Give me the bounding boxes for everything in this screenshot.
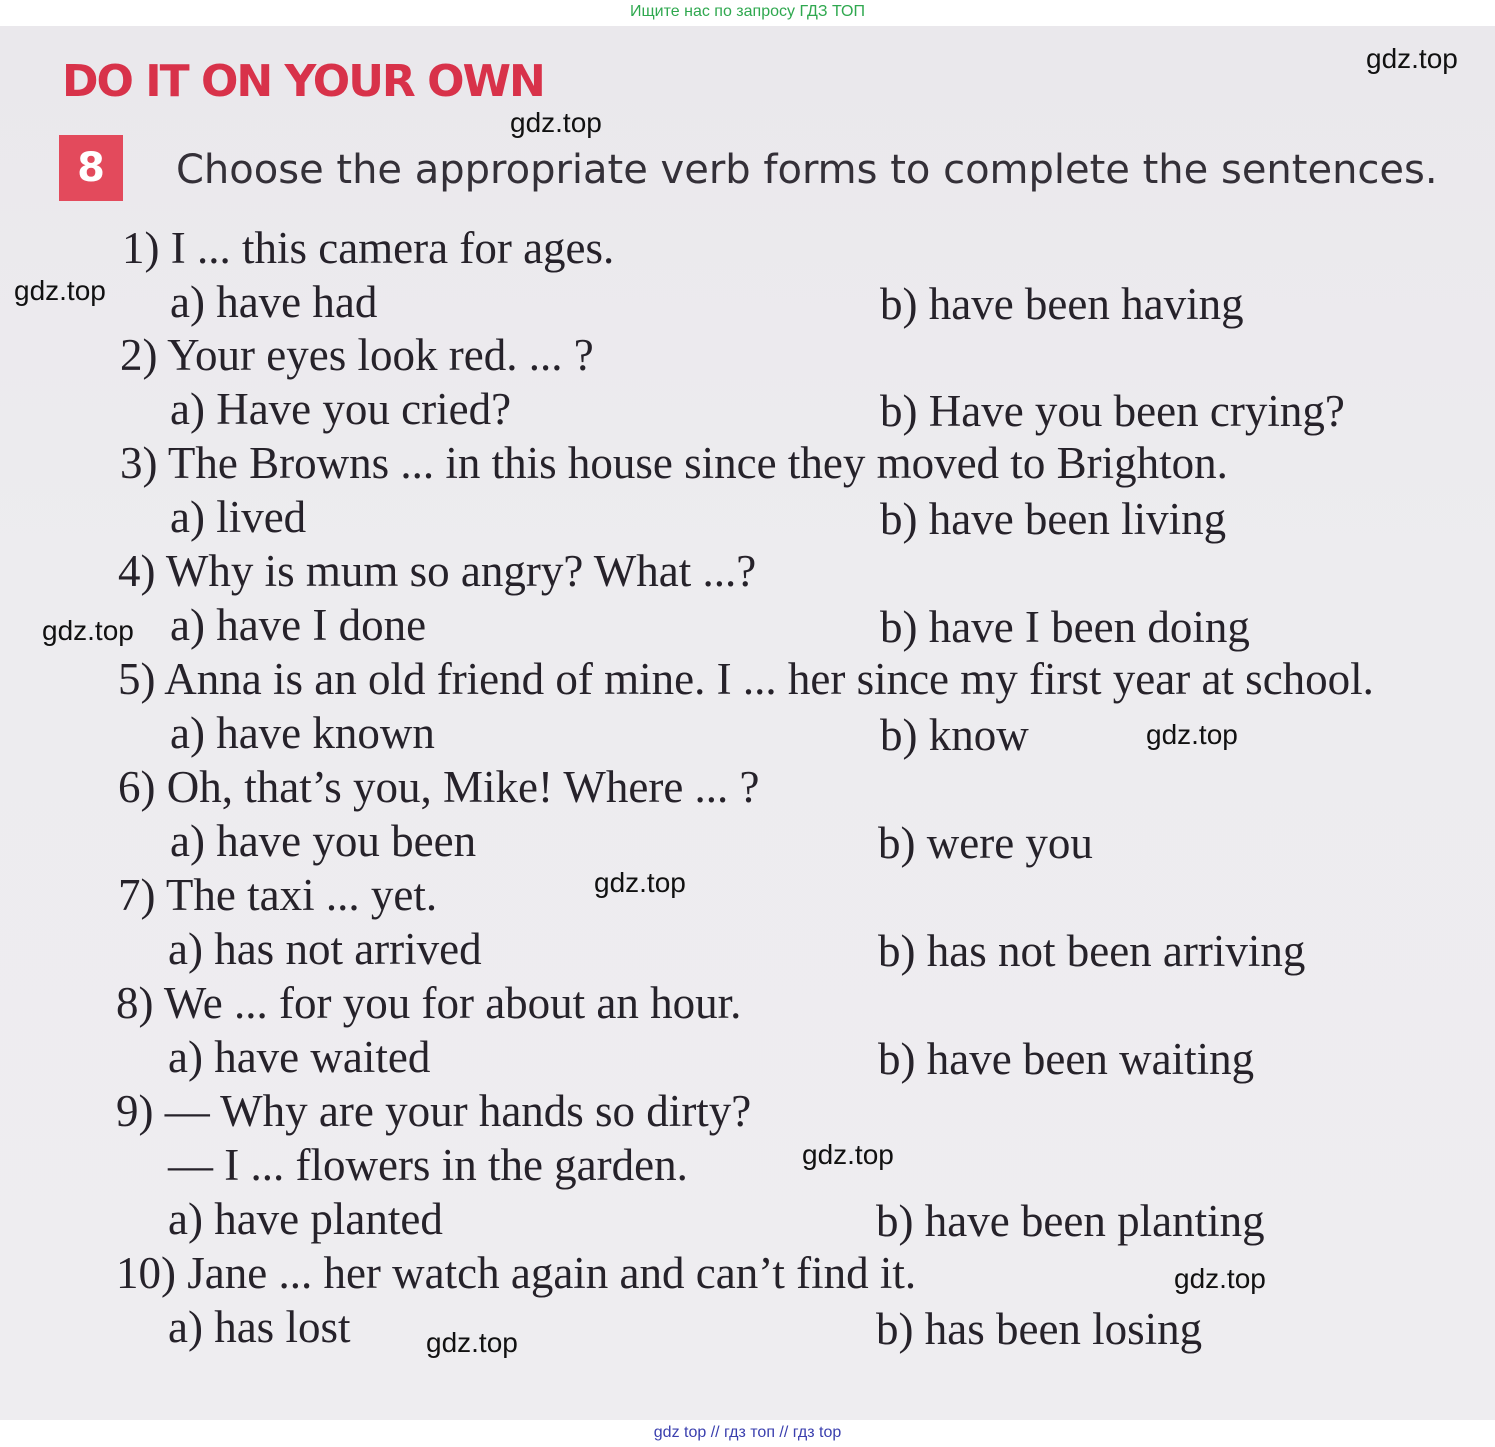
option-7b: b) has not been arriving [878,926,1306,976]
question-2: 2) Your eyes look red. ... ? [120,330,594,380]
option-1b: b) have been having [880,279,1244,329]
question-10: 10) Jane ... her watch again and can’t find it. [116,1248,917,1298]
question-7: 7) The taxi ... yet. [118,870,438,920]
question-5: 5) Anna is an old friend of mine. I ... her since my first year at school. [118,654,1374,704]
question-8: 8) We ... for you for about an hour. [116,978,742,1028]
option-3a: a) lived [170,492,307,542]
option-6a: a) have you been [170,816,477,866]
watermark: gdz.top [510,107,602,138]
question-4: 4) Why is mum so angry? What ...? [118,546,757,596]
watermark: gdz.top [594,867,686,898]
exercise-number-badge: 8 [59,135,123,201]
option-6b: b) were you [878,818,1093,868]
question-1: 1) I ... this camera for ages. [122,223,615,273]
watermark: gdz.top [42,615,134,646]
option-4a: a) have I done [170,600,427,650]
option-10b: b) has been losing [876,1304,1203,1354]
watermark: gdz.top [1366,43,1458,74]
option-9a: a) have planted [168,1194,443,1244]
option-1a: a) have had [170,277,378,327]
option-4b: b) have I been doing [880,602,1250,652]
watermark: gdz.top [14,275,106,306]
question-3: 3) The Browns ... in this house since they moved to Brighton. [120,438,1228,488]
option-2a: a) Have you cried? [170,384,512,434]
option-7a: a) has not arrived [168,924,482,974]
textbook-page [0,26,1495,1420]
option-8a: a) have waited [168,1032,431,1082]
exercise-instruction: Choose the appropriate verb forms to complete the sentences. [176,147,1438,193]
footer-links: gdz top // гдз топ // гдз top [0,1420,1495,1447]
top-banner: Ищите нас по запросу ГДЗ ТОП [630,3,865,20]
option-5b: b) know [880,710,1029,760]
option-5a: a) have known [170,708,435,758]
watermark: gdz.top [802,1139,894,1170]
question-6: 6) Oh, that’s you, Mike! Where ... ? [118,762,760,812]
section-heading: DO IT ON YOUR OWN [62,56,544,107]
option-9b: b) have been planting [876,1196,1265,1246]
watermark: gdz.top [1146,719,1238,750]
watermark: gdz.top [1174,1263,1266,1294]
option-10a: a) has lost [168,1302,351,1352]
watermark: gdz.top [426,1327,518,1358]
option-2b: b) Have you been crying? [880,386,1345,436]
question-9-reply: — I ... flowers in the garden. [168,1140,688,1190]
option-8b: b) have been waiting [878,1034,1255,1084]
option-3b: b) have been living [880,494,1227,544]
question-9: 9) — Why are your hands so dirty? [116,1086,752,1136]
